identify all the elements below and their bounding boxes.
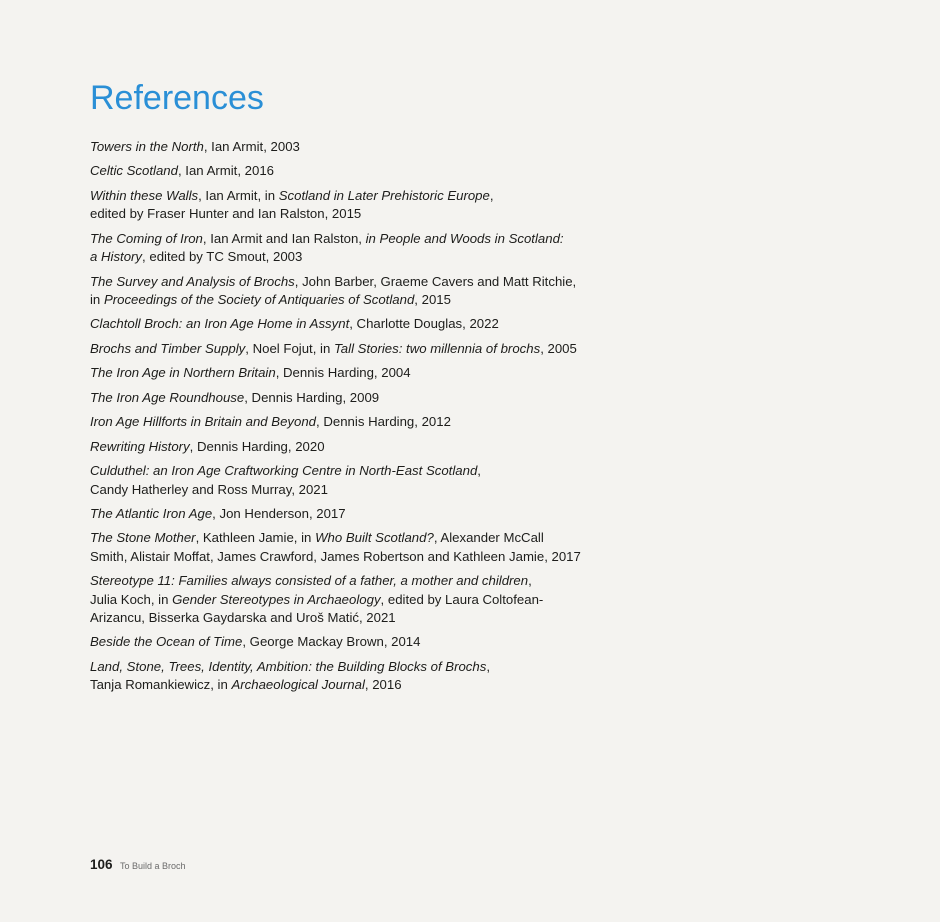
reference-line	[90, 138, 650, 156]
reference-line	[90, 389, 650, 407]
reference-title-text: The Survey and Analysis of Brochs	[90, 273, 295, 289]
reference-text: , Dennis Harding, 2020	[189, 438, 325, 454]
reference-text: ,	[477, 463, 481, 479]
page-number: 106	[90, 857, 113, 872]
reference-title-text: Scotland in Later Prehistoric Europe	[278, 187, 490, 203]
reference-line	[90, 438, 650, 456]
reference-item	[90, 633, 650, 651]
reference-line	[90, 481, 650, 499]
reference-title-text: Tall Stories: two millennia of brochs	[333, 340, 541, 356]
page-title: References	[90, 79, 264, 117]
reference-title-text: Celtic Scotland	[90, 163, 178, 179]
reference-text: , Noel Fojut, in	[245, 340, 334, 356]
reference-text: , 2015	[414, 291, 451, 307]
reference-line	[90, 529, 650, 547]
reference-text: edited by Fraser Hunter and Ian Ralston, 2015	[90, 206, 362, 222]
reference-text: Candy Hatherley and Ross Murray, 2021	[90, 481, 328, 497]
reference-title-text: The Atlantic Iron Age	[90, 506, 213, 521]
reference-text: , Dennis Harding, 2012	[316, 414, 451, 430]
reference-title-text: The Coming of Iron	[90, 230, 203, 246]
reference-text: , Ian Armit, in	[198, 187, 279, 203]
reference-title-text: Brochs and Timber Supply	[90, 340, 246, 356]
reference-line	[90, 315, 650, 333]
reference-text: , John Barber, Graeme Cavers and Matt Ritchie,	[294, 273, 577, 289]
reference-line	[90, 248, 650, 266]
reference-title-text: Rewriting History	[90, 438, 190, 454]
reference-line	[90, 658, 650, 676]
reference-text: Arizancu, Bisserka Gaydarska and Uroš Matić, 2021	[90, 609, 396, 625]
reference-title-text: Who Built Scotland?	[315, 530, 434, 546]
reference-item	[90, 273, 650, 310]
reference-item	[90, 138, 650, 156]
reference-text: ,	[528, 573, 532, 589]
reference-title-text: Iron Age Hillforts in Britain and Beyond	[90, 414, 317, 430]
reference-title-text: Land, Stone, Trees, Identity, Ambition: the Building Blocks of Brochs	[90, 658, 487, 674]
running-title: To Build a Broch	[119, 861, 186, 871]
reference-item	[90, 315, 650, 333]
reference-line	[90, 291, 650, 309]
reference-title-text: Clachtoll Broch: an Iron Age Home in Assynt	[90, 316, 350, 332]
reference-line	[90, 340, 650, 358]
reference-text: , Dennis Harding, 2009	[244, 389, 380, 405]
reference-title-text: Gender Stereotypes in Archaeology	[172, 591, 381, 607]
reference-title-text: Towers in the North	[90, 139, 204, 154]
reference-item	[90, 462, 650, 499]
reference-title-text: The Stone Mother	[90, 530, 196, 546]
reference-item	[90, 529, 650, 566]
reference-text: , Dennis Harding, 2004	[275, 365, 411, 381]
reference-line	[90, 462, 650, 480]
reference-title-text: The Iron Age Roundhouse	[90, 389, 245, 405]
reference-line	[90, 162, 650, 180]
reference-text: in	[90, 291, 104, 307]
reference-line	[90, 633, 650, 651]
reference-line	[90, 676, 650, 694]
reference-line	[90, 591, 650, 609]
reference-title-text: Beside the Ocean of Time	[90, 634, 243, 650]
reference-text: Tanja Romankiewicz, in	[90, 677, 232, 693]
reference-item	[90, 505, 650, 523]
reference-title-text: in People and Woods in Scotland:	[365, 230, 564, 246]
reference-title-text: Proceedings of the Society of Antiquaries of Scotland	[103, 291, 415, 307]
reference-title-text: Culduthel: an Iron Age Craftworking Centre in North-East Scotland	[90, 463, 478, 479]
reference-line	[90, 609, 650, 627]
reference-text: , 2005	[540, 340, 577, 356]
reference-list	[90, 138, 650, 701]
reference-text: , Ian Armit and Ian Ralston,	[202, 230, 366, 246]
reference-item	[90, 413, 650, 431]
reference-line	[90, 548, 650, 566]
reference-item	[90, 340, 650, 358]
reference-text: , Ian Armit, 2003	[203, 139, 300, 154]
reference-text: Smith, Alistair Moffat, James Crawford, James Robertson and Kathleen Jamie, 2017	[90, 548, 581, 564]
reference-title-text: Within these Walls	[90, 187, 199, 203]
reference-line	[90, 273, 650, 291]
reference-title-text: a History	[90, 249, 143, 265]
reference-title-text: Archaeological Journal	[231, 677, 365, 693]
reference-line	[90, 505, 650, 523]
reference-line	[90, 364, 650, 382]
reference-item	[90, 658, 650, 695]
reference-line	[90, 572, 650, 590]
reference-item	[90, 187, 650, 224]
page-footer	[90, 856, 186, 874]
reference-text: , Kathleen Jamie, in	[195, 530, 316, 546]
reference-title-text: The Iron Age in Northern Britain	[90, 365, 276, 381]
reference-item	[90, 438, 650, 456]
reference-text: , George Mackay Brown, 2014	[242, 634, 421, 650]
reference-line	[90, 205, 650, 223]
reference-text: , Jon Henderson, 2017	[212, 506, 346, 521]
reference-text: Julia Koch, in	[90, 591, 173, 607]
reference-text: , edited by TC Smout, 2003	[142, 249, 303, 265]
reference-text: , 2016	[364, 677, 402, 693]
reference-item	[90, 230, 650, 267]
reference-text: , Ian Armit, 2016	[177, 163, 274, 179]
reference-text: , Alexander McCall	[433, 530, 544, 546]
reference-line	[90, 413, 650, 431]
reference-text: ,	[486, 658, 490, 674]
reference-item	[90, 572, 650, 627]
reference-text: , edited by Laura Coltofean-	[380, 591, 544, 607]
reference-line	[90, 187, 650, 205]
reference-item	[90, 364, 650, 382]
reference-line	[90, 230, 650, 248]
reference-title-text: Stereotype 11: Families always consisted of a father, a mother and children	[90, 573, 529, 589]
reference-item	[90, 162, 650, 180]
reference-text: ,	[489, 187, 494, 203]
reference-item	[90, 389, 650, 407]
reference-text: , Charlotte Douglas, 2022	[349, 316, 499, 332]
